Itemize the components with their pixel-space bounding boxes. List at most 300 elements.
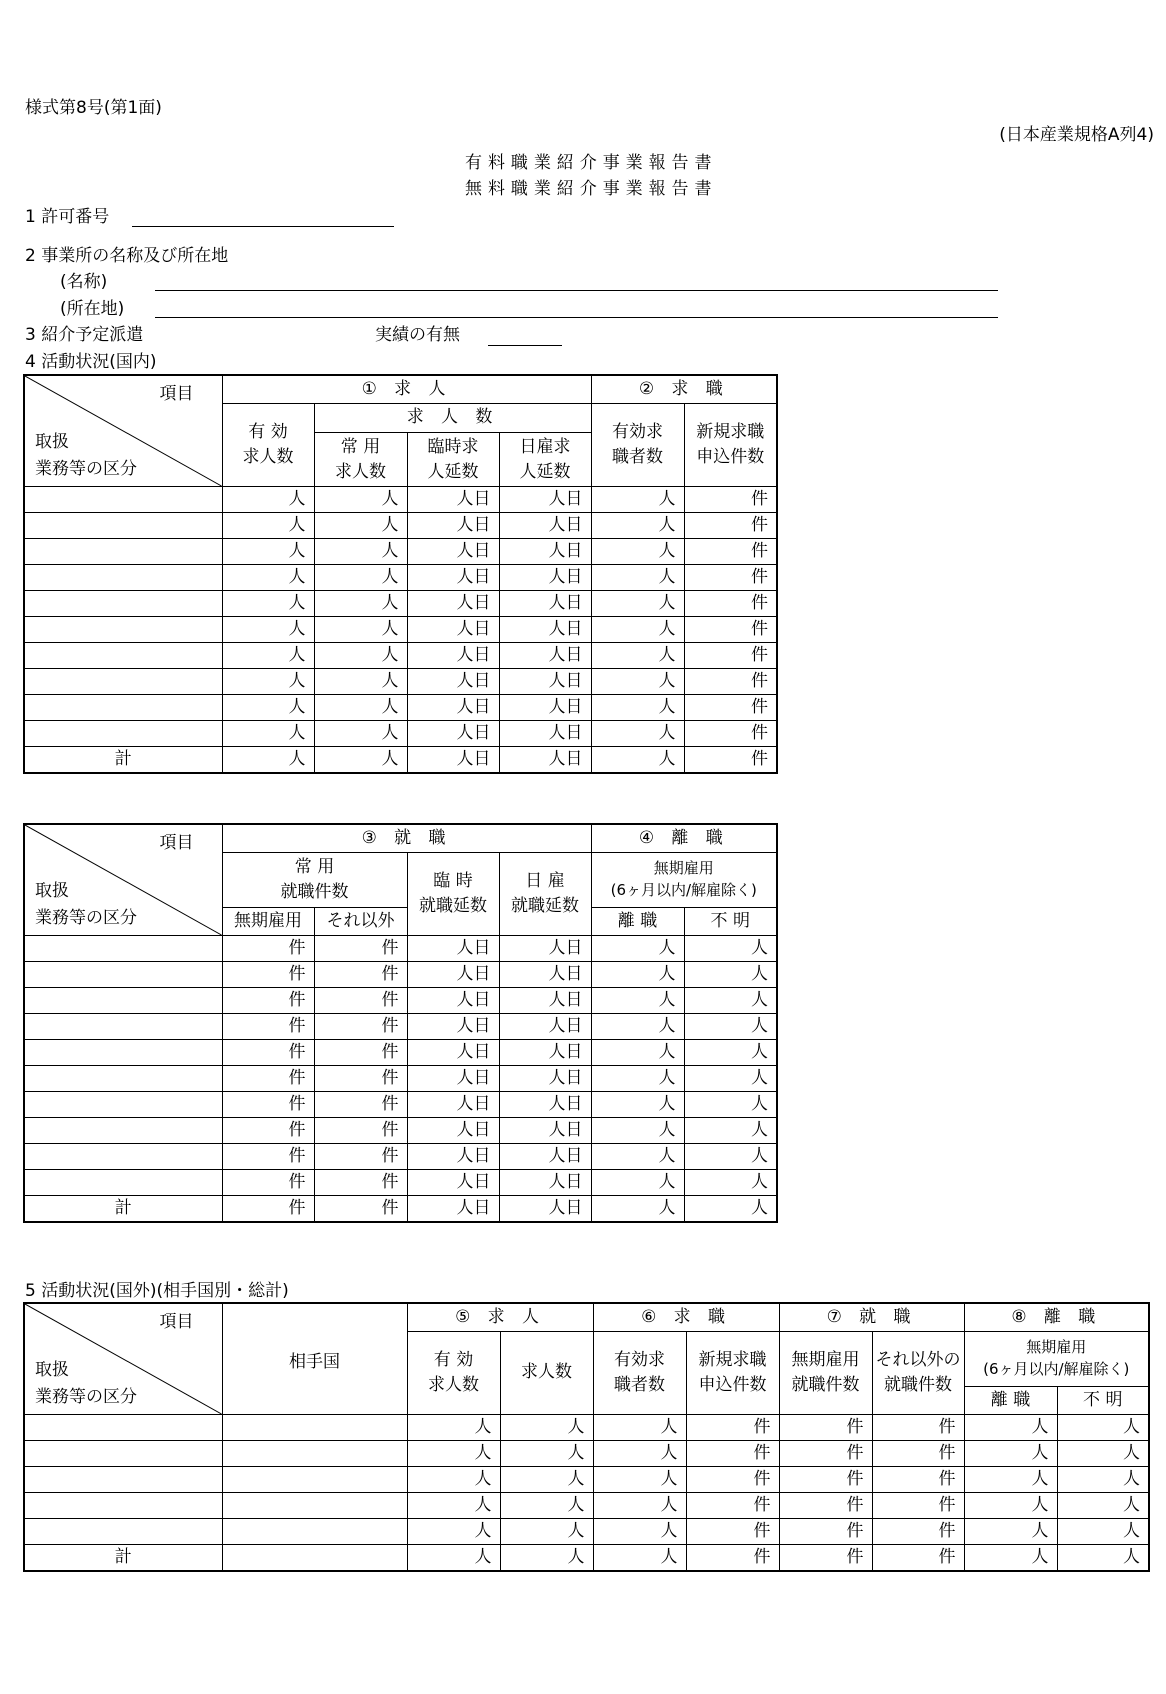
category-cell[interactable] — [24, 1493, 222, 1519]
unit-cell[interactable]: 人 — [591, 1144, 684, 1170]
category-cell[interactable] — [24, 1144, 222, 1170]
unit-cell[interactable]: 人 — [500, 1415, 593, 1441]
form-number: 様式第8号(第1面) — [25, 98, 162, 118]
unit-cell[interactable]: 件 — [314, 988, 407, 1014]
corner-cell — [24, 375, 222, 487]
daily-placements-head: 日 雇 就職延数 — [499, 852, 591, 936]
total-row — [24, 747, 777, 773]
openings-count-head: 求 人 数 — [314, 403, 591, 433]
unit-cell[interactable]: 件 — [222, 962, 314, 988]
unit-cell[interactable]: 人 — [591, 695, 684, 721]
unit-cell[interactable]: 人日 — [407, 1170, 499, 1196]
unit-cell[interactable]: 件 — [779, 1519, 872, 1545]
table-row — [24, 1144, 777, 1170]
corner-item: 項目 — [159, 1312, 194, 1332]
unit-cell[interactable]: 人 — [1057, 1493, 1149, 1519]
unit-cell[interactable]: 人日 — [407, 669, 499, 695]
category-cell[interactable] — [24, 643, 222, 669]
unit-cell[interactable]: 人 — [684, 936, 777, 962]
unit-cell[interactable]: 人 — [1057, 1545, 1149, 1571]
unit-cell[interactable]: 人日 — [499, 513, 591, 539]
unit-cell[interactable]: 人 — [591, 1092, 684, 1118]
unit-cell[interactable]: 件 — [686, 1467, 779, 1493]
unit-cell[interactable]: 人 — [593, 1545, 686, 1571]
category-cell[interactable] — [24, 1066, 222, 1092]
valid-seekers-head: 有効求 職者数 — [591, 403, 684, 487]
valid-seekers-head: 有効求 職者数 — [593, 1331, 686, 1415]
unit-cell[interactable]: 人 — [222, 695, 314, 721]
unit-cell[interactable]: 人 — [222, 747, 314, 773]
dispatch-label: 3 紹介予定派遣 — [25, 325, 144, 345]
unit-cell[interactable]: 人 — [407, 1545, 500, 1571]
unit-cell[interactable]: 人日 — [407, 1066, 499, 1092]
unit-cell[interactable]: 件 — [872, 1441, 964, 1467]
unit-cell[interactable]: 人 — [222, 669, 314, 695]
openings-head: 求人数 — [500, 1331, 593, 1415]
category-cell[interactable] — [24, 617, 222, 643]
record-line[interactable] — [488, 345, 562, 346]
table-row — [24, 962, 777, 988]
category-cell[interactable] — [24, 1415, 222, 1441]
unit-cell[interactable]: 人 — [684, 962, 777, 988]
unit-cell[interactable]: 件 — [686, 1519, 779, 1545]
unit-cell[interactable]: 人 — [407, 1441, 500, 1467]
daily-openings-head: 日雇求 人延数 — [499, 433, 591, 487]
unit-cell[interactable]: 人 — [684, 1014, 777, 1040]
unit-cell[interactable]: 人日 — [407, 1144, 499, 1170]
permit-number-label: 1 許可番号 — [25, 207, 110, 227]
unit-cell[interactable]: 件 — [686, 1441, 779, 1467]
country-cell[interactable] — [222, 1545, 407, 1571]
unit-cell[interactable]: 件 — [686, 1415, 779, 1441]
unit-cell[interactable]: 件 — [686, 1493, 779, 1519]
unit-cell[interactable]: 人日 — [499, 695, 591, 721]
unit-cell[interactable]: 人日 — [499, 721, 591, 747]
unit-cell[interactable]: 人 — [500, 1493, 593, 1519]
unit-cell[interactable]: 人日 — [407, 1040, 499, 1066]
category-cell[interactable] — [24, 565, 222, 591]
unit-cell[interactable]: 人 — [591, 988, 684, 1014]
unit-cell[interactable]: 人 — [222, 617, 314, 643]
unit-cell[interactable]: 人 — [222, 539, 314, 565]
unit-cell[interactable]: 件 — [779, 1415, 872, 1441]
domestic-placements-table — [23, 823, 778, 1223]
unit-cell[interactable]: 件 — [684, 695, 777, 721]
sub-indefinite: 無期雇用 — [222, 908, 314, 936]
unit-cell[interactable]: 人 — [684, 1144, 777, 1170]
unit-cell[interactable]: 件 — [314, 1040, 407, 1066]
regular-placements-head: 常 用 就職件数 — [222, 852, 407, 908]
unit-cell[interactable]: 件 — [222, 1014, 314, 1040]
country-cell[interactable] — [222, 1415, 407, 1441]
unit-cell[interactable]: 人日 — [407, 539, 499, 565]
unit-cell[interactable]: 人 — [500, 1519, 593, 1545]
unit-cell[interactable]: 人 — [684, 1066, 777, 1092]
table-row — [24, 695, 777, 721]
unit-cell[interactable]: 人日 — [407, 695, 499, 721]
category-cell[interactable] — [24, 487, 222, 513]
unit-cell[interactable]: 件 — [314, 1014, 407, 1040]
unit-cell[interactable]: 人 — [314, 487, 407, 513]
unit-cell[interactable]: 件 — [222, 1144, 314, 1170]
unit-cell[interactable]: 人 — [1057, 1415, 1149, 1441]
category-cell[interactable] — [24, 936, 222, 962]
unit-cell[interactable]: 人 — [593, 1415, 686, 1441]
unit-cell[interactable]: 件 — [872, 1545, 964, 1571]
unit-cell[interactable]: 人日 — [499, 1040, 591, 1066]
unit-cell[interactable]: 人 — [314, 617, 407, 643]
unit-cell[interactable]: 人日 — [499, 565, 591, 591]
valid-openings-head: 有 効 求人数 — [222, 403, 314, 487]
unit-cell[interactable]: 人 — [222, 513, 314, 539]
unit-cell[interactable]: 人 — [964, 1415, 1057, 1441]
corner-category-1: 取扱 — [35, 881, 69, 902]
unit-cell[interactable]: 人 — [407, 1467, 500, 1493]
unit-cell[interactable]: 人 — [591, 617, 684, 643]
table-row — [24, 1118, 777, 1144]
unit-cell[interactable]: 人日 — [407, 1014, 499, 1040]
unit-cell[interactable]: 人日 — [499, 1066, 591, 1092]
unit-cell[interactable]: 件 — [872, 1519, 964, 1545]
paper-standard: (日本産業規格A列4) — [999, 125, 1154, 145]
unit-cell[interactable]: 人 — [964, 1493, 1057, 1519]
unit-cell[interactable]: 人 — [500, 1467, 593, 1493]
unit-cell[interactable]: 件 — [222, 1040, 314, 1066]
unit-cell[interactable]: 件 — [684, 669, 777, 695]
record-label: 実績の有無 — [375, 325, 460, 345]
unit-cell[interactable]: 人 — [1057, 1519, 1149, 1545]
unit-cell[interactable]: 件 — [314, 1144, 407, 1170]
unit-cell[interactable]: 人日 — [407, 1118, 499, 1144]
unit-cell[interactable]: 人日 — [407, 988, 499, 1014]
table-row — [24, 721, 777, 747]
category-cell[interactable] — [24, 669, 222, 695]
unit-cell[interactable]: 件 — [314, 936, 407, 962]
sub-left: 離 職 — [591, 908, 684, 936]
unit-cell[interactable]: 件 — [684, 513, 777, 539]
unit-cell[interactable]: 人 — [222, 487, 314, 513]
table-row — [24, 1467, 1149, 1493]
unit-cell[interactable]: 人 — [591, 539, 684, 565]
unit-cell[interactable]: 件 — [222, 1092, 314, 1118]
total-label: 計 — [24, 747, 222, 773]
table-row — [24, 565, 777, 591]
corner-category-2: 業務等の区分 — [35, 907, 137, 928]
category-cell[interactable] — [24, 1014, 222, 1040]
office-name-label: (名称) — [60, 272, 108, 292]
unit-cell[interactable]: 件 — [684, 721, 777, 747]
unit-cell[interactable]: 件 — [779, 1493, 872, 1519]
category-cell[interactable] — [24, 1118, 222, 1144]
indefinite-separations-head: 無期雇用 (6ヶ月以内/解雇除く) — [591, 852, 777, 908]
unit-cell[interactable]: 件 — [779, 1441, 872, 1467]
other-placements-head: それ以外の 就職件数 — [872, 1331, 964, 1415]
unit-cell[interactable]: 件 — [684, 565, 777, 591]
unit-cell[interactable]: 人 — [314, 747, 407, 773]
unit-cell[interactable]: 件 — [314, 1118, 407, 1144]
unit-cell[interactable]: 人 — [500, 1545, 593, 1571]
unit-cell[interactable]: 人日 — [407, 591, 499, 617]
category-cell[interactable] — [24, 721, 222, 747]
unit-cell[interactable]: 人 — [684, 988, 777, 1014]
unit-cell[interactable]: 件 — [314, 1170, 407, 1196]
unit-cell[interactable]: 人日 — [499, 591, 591, 617]
unit-cell[interactable]: 人日 — [407, 721, 499, 747]
unit-cell[interactable]: 件 — [684, 747, 777, 773]
sub-unknown: 不 明 — [684, 908, 777, 936]
unit-cell[interactable]: 人 — [591, 513, 684, 539]
unit-cell[interactable]: 人日 — [499, 1196, 591, 1222]
office-name-line[interactable] — [155, 290, 998, 291]
group-separations: ④ 離 職 — [591, 824, 777, 852]
category-cell[interactable] — [24, 988, 222, 1014]
unit-cell[interactable]: 人 — [593, 1493, 686, 1519]
category-cell[interactable] — [24, 539, 222, 565]
total-label: 計 — [24, 1545, 222, 1571]
unit-cell[interactable]: 人 — [314, 643, 407, 669]
total-row — [24, 1196, 777, 1222]
unit-cell[interactable]: 人 — [684, 1092, 777, 1118]
table-row — [24, 539, 777, 565]
unit-cell[interactable]: 件 — [222, 988, 314, 1014]
unit-cell[interactable]: 人 — [314, 591, 407, 617]
unit-cell[interactable]: 人日 — [499, 962, 591, 988]
unit-cell[interactable]: 件 — [314, 962, 407, 988]
unit-cell[interactable]: 人日 — [499, 487, 591, 513]
unit-cell[interactable]: 件 — [222, 1196, 314, 1222]
category-cell[interactable] — [24, 1441, 222, 1467]
unit-cell[interactable]: 人 — [591, 962, 684, 988]
unit-cell[interactable]: 件 — [314, 1196, 407, 1222]
unit-cell[interactable]: 人 — [593, 1441, 686, 1467]
unit-cell[interactable]: 件 — [314, 1066, 407, 1092]
unit-cell[interactable]: 人日 — [407, 747, 499, 773]
unit-cell[interactable]: 人日 — [499, 669, 591, 695]
table-row — [24, 1040, 777, 1066]
unit-cell[interactable]: 件 — [872, 1415, 964, 1441]
unit-cell[interactable]: 人 — [314, 721, 407, 747]
country-cell[interactable] — [222, 1467, 407, 1493]
unit-cell[interactable]: 人 — [500, 1441, 593, 1467]
sub-unknown: 不 明 — [1057, 1387, 1149, 1415]
unit-cell[interactable]: 人 — [222, 721, 314, 747]
table-row — [24, 487, 777, 513]
unit-cell[interactable]: 件 — [314, 1092, 407, 1118]
corner-category-1: 取扱 — [35, 432, 69, 453]
unit-cell[interactable]: 人 — [591, 669, 684, 695]
unit-cell[interactable]: 人 — [684, 1170, 777, 1196]
temp-openings-head: 臨時求 人延数 — [407, 433, 499, 487]
unit-cell[interactable]: 人 — [593, 1519, 686, 1545]
corner-category-2: 業務等の区分 — [35, 458, 137, 479]
table-row — [24, 617, 777, 643]
partner-country-head: 相手国 — [222, 1303, 407, 1415]
new-applications-head: 新規求職 申込件数 — [686, 1331, 779, 1415]
unit-cell[interactable]: 人 — [407, 1415, 500, 1441]
corner-cell — [24, 824, 222, 936]
corner-cell — [24, 1303, 222, 1415]
unit-cell[interactable]: 人日 — [499, 1092, 591, 1118]
unit-cell[interactable]: 人日 — [407, 565, 499, 591]
country-cell[interactable] — [222, 1441, 407, 1467]
category-cell[interactable] — [24, 962, 222, 988]
unit-cell[interactable]: 件 — [222, 1118, 314, 1144]
total-row — [24, 1545, 1149, 1571]
unit-cell[interactable]: 人 — [1057, 1441, 1149, 1467]
sub-left: 離 職 — [964, 1387, 1057, 1415]
category-cell[interactable] — [24, 1519, 222, 1545]
table-row — [24, 1092, 777, 1118]
unit-cell[interactable]: 件 — [684, 617, 777, 643]
unit-cell[interactable]: 人 — [591, 936, 684, 962]
unit-cell[interactable]: 人日 — [499, 1014, 591, 1040]
category-cell[interactable] — [24, 513, 222, 539]
section4-title: 4 活動状況(国内) — [25, 352, 157, 372]
unit-cell[interactable]: 人 — [591, 1040, 684, 1066]
unit-cell[interactable]: 人 — [591, 1066, 684, 1092]
unit-cell[interactable]: 人 — [314, 539, 407, 565]
table-row — [24, 643, 777, 669]
unit-cell[interactable]: 人日 — [499, 1170, 591, 1196]
category-cell[interactable] — [24, 1040, 222, 1066]
unit-cell[interactable]: 件 — [684, 539, 777, 565]
temp-placements-head: 臨 時 就職延数 — [407, 852, 499, 936]
unit-cell[interactable]: 人 — [591, 721, 684, 747]
indefinite-placements-head: 無期雇用 就職件数 — [779, 1331, 872, 1415]
unit-cell[interactable]: 人 — [964, 1441, 1057, 1467]
unit-cell[interactable]: 人 — [591, 487, 684, 513]
office-address-label: (所在地) — [60, 299, 125, 319]
unit-cell[interactable]: 人日 — [407, 936, 499, 962]
unit-cell[interactable]: 人 — [314, 695, 407, 721]
unit-cell[interactable]: 人日 — [407, 617, 499, 643]
unit-cell[interactable]: 件 — [684, 643, 777, 669]
total-label: 計 — [24, 1196, 222, 1222]
unit-cell[interactable]: 人 — [964, 1545, 1057, 1571]
unit-cell[interactable]: 人 — [591, 591, 684, 617]
unit-cell[interactable]: 人日 — [407, 1092, 499, 1118]
new-applications-head: 新規求職 申込件数 — [684, 403, 777, 487]
unit-cell[interactable]: 人 — [222, 565, 314, 591]
group-seekers: ② 求 職 — [591, 375, 777, 403]
unit-cell[interactable]: 人日 — [499, 988, 591, 1014]
unit-cell[interactable]: 人日 — [499, 936, 591, 962]
unit-cell[interactable]: 人日 — [499, 617, 591, 643]
group5-openings: ⑤ 求 人 — [407, 1303, 593, 1331]
country-cell[interactable] — [222, 1493, 407, 1519]
domestic-openings-table — [23, 374, 778, 774]
table-row — [24, 513, 777, 539]
unit-cell[interactable]: 人 — [684, 1196, 777, 1222]
unit-cell[interactable]: 人日 — [499, 1118, 591, 1144]
group7-placements: ⑦ 就 職 — [779, 1303, 964, 1331]
corner-category-2: 業務等の区分 — [35, 1386, 137, 1407]
category-cell[interactable] — [24, 1170, 222, 1196]
unit-cell[interactable]: 人 — [964, 1467, 1057, 1493]
group6-seekers: ⑥ 求 職 — [593, 1303, 779, 1331]
unit-cell[interactable]: 人日 — [499, 643, 591, 669]
unit-cell[interactable]: 人 — [222, 643, 314, 669]
table-row — [24, 1415, 1149, 1441]
unit-cell[interactable]: 人 — [964, 1519, 1057, 1545]
unit-cell[interactable]: 人日 — [499, 1144, 591, 1170]
unit-cell[interactable]: 件 — [222, 1170, 314, 1196]
unit-cell[interactable]: 人 — [407, 1519, 500, 1545]
unit-cell[interactable]: 件 — [779, 1545, 872, 1571]
group-placements: ③ 就 職 — [222, 824, 591, 852]
unit-cell[interactable]: 人 — [591, 747, 684, 773]
unit-cell[interactable]: 人 — [314, 565, 407, 591]
unit-cell[interactable]: 件 — [222, 936, 314, 962]
unit-cell[interactable]: 件 — [684, 487, 777, 513]
table-row — [24, 591, 777, 617]
table-row — [24, 1170, 777, 1196]
indefinite-separations-head: 無期雇用 (6ヶ月以内/解雇除く) — [964, 1331, 1149, 1387]
unit-cell[interactable]: 人日 — [407, 1196, 499, 1222]
unit-cell[interactable]: 人 — [407, 1493, 500, 1519]
unit-cell[interactable]: 人 — [684, 1118, 777, 1144]
corner-item: 項目 — [159, 833, 194, 853]
unit-cell[interactable]: 人 — [591, 643, 684, 669]
unit-cell[interactable]: 人 — [314, 669, 407, 695]
unit-cell[interactable]: 人日 — [407, 513, 499, 539]
unit-cell[interactable]: 人 — [591, 1014, 684, 1040]
group-openings: ① 求 人 — [222, 375, 591, 403]
unit-cell[interactable]: 人日 — [499, 747, 591, 773]
permit-number-line[interactable] — [132, 226, 394, 227]
unit-cell[interactable]: 人 — [684, 1040, 777, 1066]
unit-cell[interactable]: 件 — [686, 1545, 779, 1571]
table-row — [24, 936, 777, 962]
section5-title: 5 活動状況(国外)(相手国別・総計) — [25, 1281, 289, 1301]
unit-cell[interactable]: 人 — [1057, 1467, 1149, 1493]
table-row — [24, 1066, 777, 1092]
table-row — [24, 1493, 1149, 1519]
valid-openings-head: 有 効 求人数 — [407, 1331, 500, 1415]
unit-cell[interactable]: 人 — [591, 1196, 684, 1222]
unit-cell[interactable]: 人日 — [407, 962, 499, 988]
unit-cell[interactable]: 件 — [222, 1066, 314, 1092]
unit-cell[interactable]: 人 — [222, 591, 314, 617]
corner-category-1: 取扱 — [35, 1360, 69, 1381]
unit-cell[interactable]: 人 — [591, 1118, 684, 1144]
unit-cell[interactable]: 人日 — [407, 643, 499, 669]
category-cell[interactable] — [24, 1467, 222, 1493]
unit-cell[interactable]: 件 — [779, 1467, 872, 1493]
unit-cell[interactable]: 人 — [593, 1467, 686, 1493]
table-row — [24, 1519, 1149, 1545]
table-row — [24, 988, 777, 1014]
unit-cell[interactable]: 人 — [591, 565, 684, 591]
country-cell[interactable] — [222, 1519, 407, 1545]
category-cell[interactable] — [24, 1092, 222, 1118]
unit-cell[interactable]: 人 — [591, 1170, 684, 1196]
unit-cell[interactable]: 件 — [872, 1493, 964, 1519]
overseas-table — [23, 1302, 1150, 1572]
category-cell[interactable] — [24, 695, 222, 721]
unit-cell[interactable]: 人 — [314, 513, 407, 539]
category-cell[interactable] — [24, 591, 222, 617]
unit-cell[interactable]: 件 — [872, 1467, 964, 1493]
unit-cell[interactable]: 人日 — [407, 487, 499, 513]
sub-other: それ以外 — [314, 908, 407, 936]
table-row — [24, 1441, 1149, 1467]
group8-separations: ⑧ 離 職 — [964, 1303, 1149, 1331]
title-free: 無料職業紹介事業報告書 — [465, 179, 718, 199]
unit-cell[interactable]: 件 — [684, 591, 777, 617]
unit-cell[interactable]: 人日 — [499, 539, 591, 565]
office-address-line[interactable] — [155, 317, 998, 318]
